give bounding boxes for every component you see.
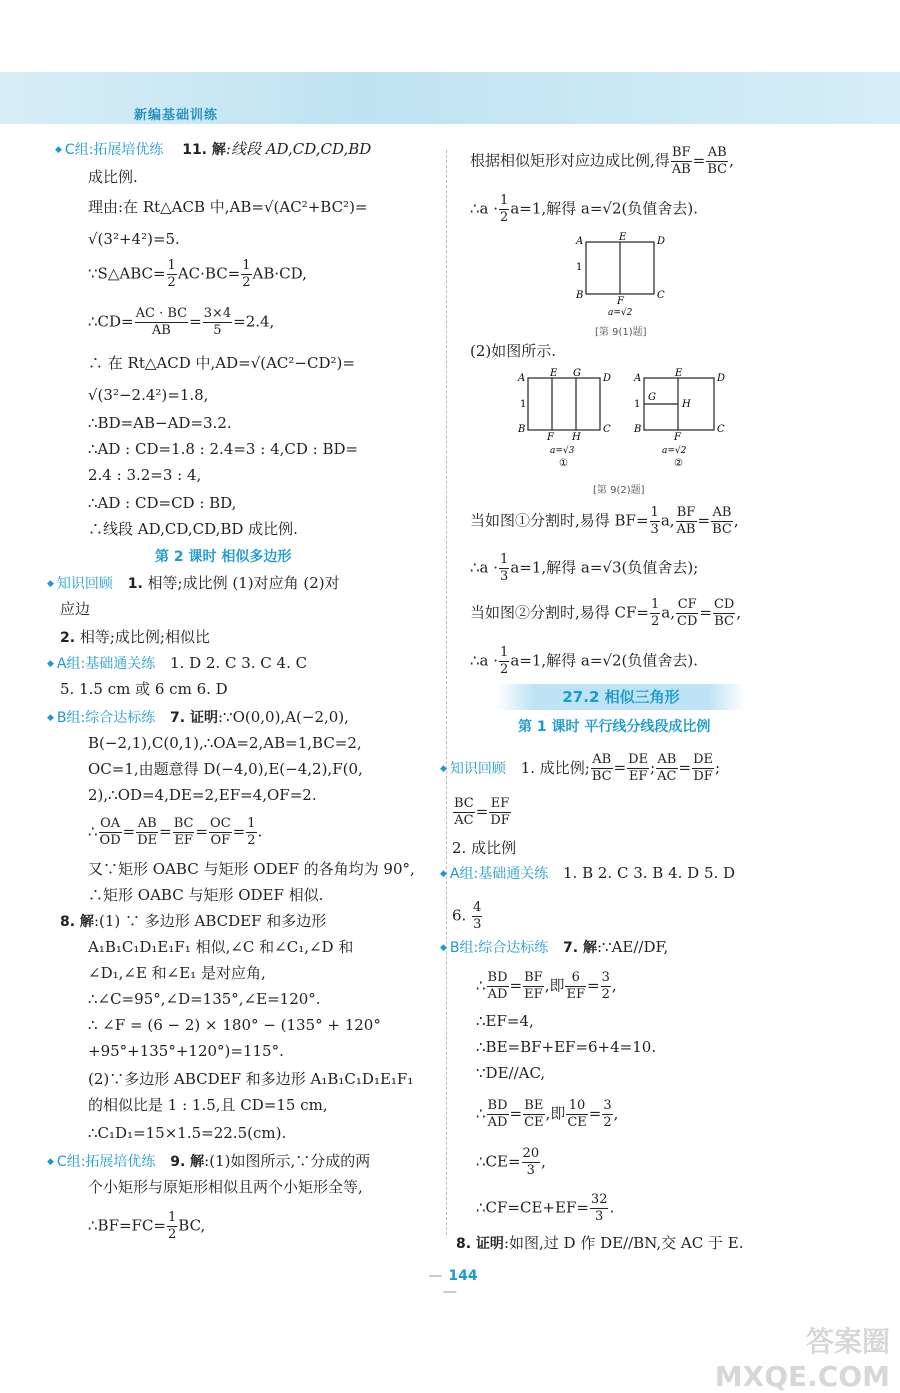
- r-q7-line-f: ∴ $\frac{BD}{AD}$ = $\frac{BE}{CE}$ ,即 $\frac{10}{CE}$ = $\frac{3}{2}$ ,: [476, 1098, 619, 1130]
- q11-line-k: 2.4 : 3.2=3 : 4,: [88, 466, 202, 484]
- frac-de-df: $\frac{DE}{DF}$: [693, 752, 713, 784]
- frac-half: $\frac{1}{2}$: [500, 193, 509, 225]
- q11-line-g: ∴ 在 Rt△ACD 中,AD=√(AC²−CD²)=: [88, 354, 355, 372]
- svg-text:a=√3: a=√3: [550, 446, 575, 456]
- label-C: C: [657, 290, 665, 301]
- r-q7-line-c: ∴EF=4,: [476, 1012, 534, 1030]
- frac-half: $\frac{1}{2}$: [167, 258, 176, 290]
- r-q7-line-g: ∴CE= $\frac{20}{3}$ ,: [476, 1146, 546, 1178]
- q7-line-e: ∴ $\frac{OA}{OD}$ = $\frac{AB}{DE}$ = $\frac{BC}{EF}$ = $\frac{OC}{OF}$ = $\frac{1}{2}$ .: [88, 816, 263, 848]
- q7-line-c: OC=1,由题意得 D(−4,0),E(−4,2),F(0,: [88, 760, 363, 778]
- label-a-sqrt2: a=√2: [608, 308, 633, 318]
- svg-text:A: A: [518, 373, 526, 384]
- q11-line-m: ∴线段 AD,CD,CD,BD 成比例.: [88, 520, 298, 538]
- book-title: 新编基础训练: [134, 108, 219, 123]
- svg-text:1: 1: [634, 399, 641, 410]
- q9-line-b: 个小矩形与原矩形相似且两个小矩形全等,: [88, 1178, 363, 1196]
- q11-line-l: ∴AD : CD=CD : BD,: [88, 494, 237, 512]
- r-b-group-line: [440, 934, 668, 961]
- r-line-3: (2)如图所示.: [470, 342, 557, 360]
- frac-half: $\frac{1}{2}$: [500, 645, 509, 677]
- q11-line-j: ∴AD : CD=1.8 : 2.4=3 : 4,CD : BD=: [88, 440, 359, 458]
- frac-third: $\frac{1}{3}$: [650, 505, 659, 537]
- frac-ab-bc: $\frac{AB}{BC}$: [707, 145, 728, 177]
- svg-text:D: D: [717, 373, 726, 384]
- r-q7-text-a: :∵AE//DF,: [596, 938, 669, 956]
- frac-oa-od: $\frac{OA}{OD}$: [99, 816, 121, 848]
- svg-text:a=√2: a=√2: [662, 446, 687, 456]
- q8-line-i: ∴C₁D₁=15×1.5=22.5(cm).: [88, 1124, 287, 1142]
- q11-line-h: √(3²−2.4²)=1.8,: [88, 386, 209, 404]
- frac-ab-bc: $\frac{AB}{BC}$: [712, 505, 732, 537]
- a-group-answers-2: 5. 1.5 cm 或 6 cm 6. D: [60, 680, 228, 698]
- q8-line-e: ∴ ∠F = (6 − 2) × 180° − (135° + 120°: [88, 1016, 381, 1034]
- frac-4-3: $\frac{4}{3}$: [473, 900, 482, 932]
- watermark-logo: 答案圈 MXQE.COM: [714, 1325, 890, 1393]
- q11-line-i: ∴BD=AB−AD=3.2.: [88, 414, 232, 432]
- frac-bd-ad: $\frac{BD}{AD}$: [487, 1098, 508, 1130]
- r-line-1: 根据相似矩形对应边成比例,得 $\frac{BF}{AB}$ = $\frac{AB}{BC}$ ,: [470, 145, 734, 177]
- q11-number: 11. 解: [182, 142, 226, 158]
- label-1: 1: [576, 262, 583, 273]
- frac-half: $\frac{1}{2}$: [651, 597, 660, 629]
- a-group-tag: ◆ A组:基础通关练: [47, 656, 155, 672]
- frac-ab-de: $\frac{AB}{DE}$: [137, 816, 158, 848]
- q8-line-g: (2)∵多边形 ABCDEF 和多边形 A₁B₁C₁D₁E₁F₁: [88, 1070, 414, 1088]
- review-line-2: [60, 624, 210, 651]
- svg-text:C: C: [717, 424, 725, 435]
- c-group-line: [55, 136, 371, 163]
- svg-text:C: C: [603, 424, 611, 435]
- frac-half: $\frac{1}{2}$: [168, 1210, 177, 1242]
- frac-3-2: $\frac{3}{2}$: [603, 1098, 612, 1130]
- r-line-2: ∴a · $\frac{1}{2}$ a=1,解得 a=√2(负值舍去).: [470, 193, 698, 225]
- lesson-1-heading: 第 1 课时 平行线分线段成比例: [518, 719, 711, 735]
- figure-9-1: [570, 230, 680, 325]
- svg-text:F: F: [674, 432, 681, 443]
- q8-text-a: :(1) ∵ 多边形 ABCDEF 和多边形: [93, 912, 327, 930]
- r-review-line-1: ◆ 知识回顾 1. 成比例; $\frac{AB}{BC}$ = $\frac{DE}{EF}$ ; $\frac{AB}{AC}$ = $\frac{DE}{DF}$ ;: [440, 752, 720, 785]
- label-F: F: [617, 296, 624, 307]
- svg-text:H: H: [572, 432, 581, 443]
- review1-number: 1.: [127, 576, 143, 592]
- frac-bc-ef: $\frac{BC}{EF}$: [173, 816, 194, 848]
- label-D: D: [657, 236, 666, 247]
- a-group-line: [47, 650, 307, 677]
- frac-bf-ab: $\frac{BF}{AB}$: [671, 145, 691, 177]
- frac-ac-bc-ab: $\frac{AC \cdot BC}{AB}$: [135, 306, 188, 338]
- svg-text:B: B: [518, 424, 526, 435]
- a-group-answers: 1. D 2. C 3. C 4. C: [170, 654, 308, 672]
- r-q7-number: 7. 解: [563, 940, 597, 956]
- svg-text:G: G: [573, 368, 581, 379]
- frac-de-ef: $\frac{DE}{EF}$: [628, 752, 649, 784]
- q11-line-b: 成比例.: [88, 168, 138, 186]
- r-review-line-2: 2. 成比例: [452, 839, 517, 857]
- q11-line-f: ∴CD= $\frac{AC \cdot BC}{AB}$ = $\frac{3\times 4}{5}$ =2.4,: [88, 306, 275, 338]
- r-q8-text: :如图,过 D 作 DE//BN,交 AC 于 E.: [503, 1234, 744, 1252]
- q11-e1: ∵S△ABC=: [88, 264, 166, 283]
- frac-half: $\frac{1}{2}$: [242, 258, 251, 290]
- r-q8-number: 8. 证明: [456, 1236, 504, 1252]
- figure-9-2-caption: [第 9(2)题]: [593, 485, 645, 496]
- frac-10-ce: $\frac{10}{CE}$: [567, 1098, 587, 1130]
- r-a-group-answers: 1. B 2. C 3. B 4. D 5. D: [563, 864, 736, 882]
- q7-line-g: ∴矩形 OABC 与矩形 ODEF 相似.: [88, 886, 324, 904]
- q11-f1: ∴CD=: [88, 312, 134, 331]
- q11-line-c: 理由:在 Rt△ACB 中,AB=√(AC²+BC²)=: [88, 198, 368, 216]
- b-group-tag: ◆ B组:综合达标练: [47, 710, 155, 726]
- r-review-line-1b: $\frac{BC}{AC}$ = $\frac{EF}{DF}$: [454, 796, 510, 828]
- c2-group-line: [47, 1148, 370, 1175]
- r-q7-line-e: ∵DE//AC,: [476, 1064, 546, 1082]
- frac-be-ce: $\frac{BE}{CE}$: [524, 1098, 544, 1130]
- frac-6-ef: $\frac{6}{EF}$: [566, 970, 585, 1002]
- r-b-group-tag: ◆ B组:综合达标练: [440, 940, 548, 956]
- q11-line-d: √(3²+4²)=5.: [88, 230, 180, 248]
- frac-ef-df: $\frac{EF}{DF}$: [490, 796, 510, 828]
- q7-text-a: :∵O(0,0),A(−2,0),: [217, 708, 349, 726]
- q8-line-a: [60, 908, 326, 935]
- q11-line-e: [88, 258, 307, 291]
- svg-text:1: 1: [520, 399, 527, 410]
- page-number: — 144 —: [420, 1268, 480, 1300]
- r-line-4: 当如图①分割时,易得 BF= $\frac{1}{3}$ a, $\frac{BF}{AB}$ = $\frac{AB}{BC}$ ,: [470, 505, 739, 537]
- frac-bc-ac: $\frac{BC}{AC}$: [454, 796, 474, 828]
- r-review-tag: ◆ 知识回顾: [440, 761, 506, 777]
- r-q7-line-h: ∴CF=CE+EF= $\frac{32}{3}$ .: [476, 1192, 615, 1224]
- q8-line-f: +95°+135°+120°)=115°.: [88, 1042, 284, 1060]
- c-group-tag: ◆ C组:拓展培优练: [55, 142, 163, 158]
- frac-bf-ab: $\frac{BF}{AB}$: [676, 505, 696, 537]
- frac-20-3: $\frac{20}{3}$: [522, 1146, 540, 1178]
- frac-third: $\frac{1}{3}$: [500, 552, 509, 584]
- frac-cf-cd: $\frac{CF}{CD}$: [677, 597, 698, 629]
- r-line-7: ∴a · $\frac{1}{2}$ a=1,解得 a=√2(负值舍去).: [470, 645, 698, 677]
- section-27-2-heading: 27.2 相似三角形: [497, 684, 745, 710]
- frac-3-2: $\frac{3}{2}$: [601, 970, 610, 1002]
- svg-text:①: ①: [559, 458, 568, 469]
- r-line-6: 当如图②分割时,易得 CF= $\frac{1}{2}$ a, $\frac{CF}{CD}$ = $\frac{CD}{BC}$ ,: [470, 597, 742, 629]
- q11-e3: AB·CD,: [252, 264, 307, 283]
- q7-line-f: 又∵矩形 OABC 与矩形 ODEF 的各角均为 90°,: [88, 860, 415, 878]
- svg-text:E: E: [550, 368, 558, 379]
- q11-text: :线段 AD,CD,CD,BD: [225, 140, 372, 158]
- frac-cd-bc: $\frac{CD}{BC}$: [713, 597, 735, 629]
- q8-line-d: ∴∠C=95°,∠D=135°,∠E=120°.: [88, 990, 321, 1008]
- b-group-line: [47, 704, 349, 731]
- frac-32-3: $\frac{32}{3}$: [590, 1192, 608, 1224]
- q8-number: 8. 解: [60, 914, 94, 930]
- frac-oc-of: $\frac{OC}{OF}$: [210, 816, 231, 848]
- label-B: B: [576, 290, 584, 301]
- svg-text:G: G: [648, 392, 656, 403]
- q7-line-b: B(−2,1),C(0,1),∴OA=2,AB=1,BC=2,: [88, 734, 362, 752]
- svg-text:B: B: [634, 424, 642, 435]
- q9-line-c: ∴BF=FC= $\frac{1}{2}$ BC,: [88, 1210, 206, 1242]
- review-line-1b: 应边: [60, 600, 91, 618]
- q9-number: 9. 解: [170, 1154, 205, 1170]
- figure-9-2: [512, 362, 732, 474]
- r-line-5: ∴a · $\frac{1}{3}$ a=1,解得 a=√3(负值舍去);: [470, 552, 699, 584]
- review2-number: 2.: [60, 630, 76, 646]
- q8-line-c: ∠D₁,∠E 和∠E₁ 是对应角,: [88, 964, 266, 982]
- review-tag: ◆ 知识回顾: [47, 576, 113, 592]
- q7-number: 7. 证明: [170, 710, 218, 726]
- r-q7-line-b: ∴ $\frac{BD}{AD}$ = $\frac{BF}{EF}$ ,即 $\frac{6}{EF}$ = $\frac{3}{2}$ ,: [476, 970, 617, 1002]
- r-q8-line: [456, 1230, 743, 1257]
- review-line-1: [47, 570, 340, 597]
- frac-ab-ac: $\frac{AB}{AC}$: [657, 752, 677, 784]
- frac-bd-ad: $\frac{BD}{AD}$: [487, 970, 508, 1002]
- r-q7-line-d: ∴BE=BF+EF=6+4=10.: [476, 1038, 657, 1056]
- svg-text:D: D: [603, 373, 612, 384]
- column-divider: [446, 150, 447, 1235]
- svg-text:H: H: [682, 399, 691, 410]
- svg-text:②: ②: [674, 458, 683, 469]
- label-A: A: [576, 236, 584, 247]
- q11-e2: AC·BC=: [177, 264, 241, 283]
- svg-text:A: A: [634, 373, 642, 384]
- frac-half: $\frac{1}{2}$: [247, 816, 256, 848]
- c2-group-tag: ◆ C组:拓展培优练: [47, 1154, 155, 1170]
- r-a6-line: 6. $\frac{4}{3}$: [452, 900, 482, 932]
- review2-text: 相等;成比例;相似比: [75, 628, 210, 646]
- review1-text: 相等;成比例 (1)对应角 (2)对: [142, 574, 340, 592]
- svg-text:E: E: [675, 368, 683, 379]
- r-a-group-line: [440, 860, 735, 887]
- q7-line-d: 2),∴OD=4,DE=2,EF=4,OF=2.: [88, 786, 317, 804]
- frac-ab-bc: $\frac{AB}{BC}$: [591, 752, 612, 784]
- q8-line-b: A₁B₁C₁D₁E₁F₁ 相似,∠C 和∠C₁,∠D 和: [88, 938, 354, 956]
- frac-3x4-5: $\frac{3\times 4}{5}$: [203, 306, 232, 338]
- svg-text:F: F: [547, 432, 554, 443]
- figure-9-1-caption: [第 9(1)题]: [595, 327, 647, 338]
- q11-f2: =2.4,: [233, 312, 275, 331]
- r-a-group-tag: ◆ A组:基础通关练: [440, 866, 548, 882]
- frac-bf-ef: $\frac{BF}{EF}$: [524, 970, 543, 1002]
- q9-text-a: :(1)如图所示,∵分成的两: [204, 1152, 371, 1170]
- lesson-2-heading: 第 2 课时 相似多边形: [155, 549, 292, 565]
- label-E: E: [619, 232, 627, 243]
- q8-line-h: 的相似比是 1 : 1.5,且 CD=15 cm,: [88, 1096, 328, 1114]
